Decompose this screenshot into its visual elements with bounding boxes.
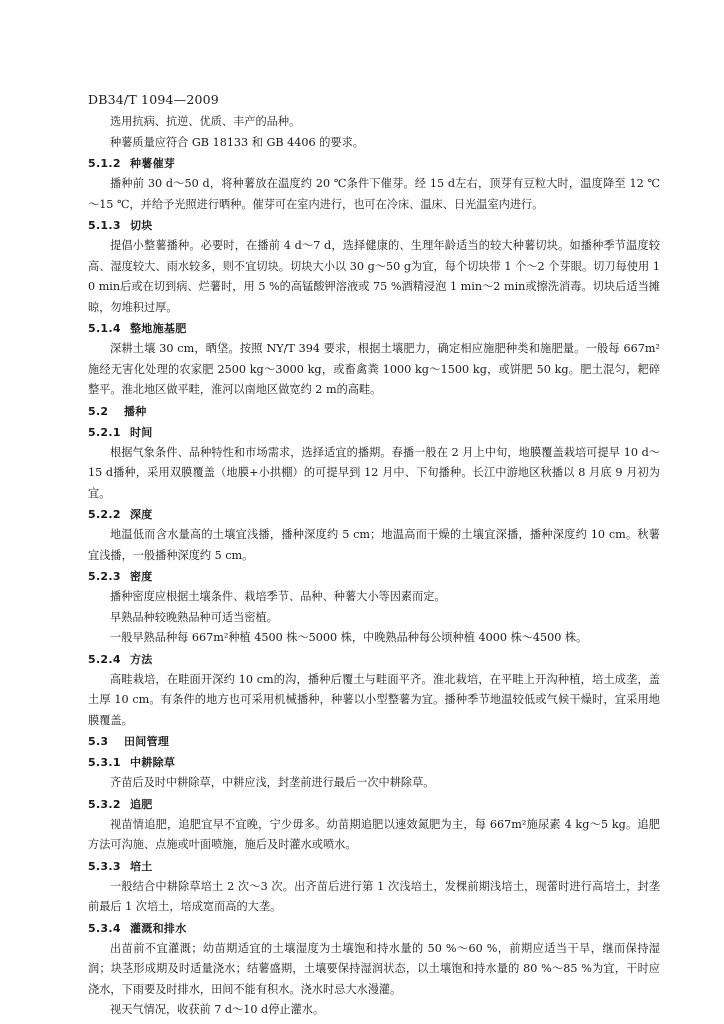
section-title: 追肥 [130,797,153,811]
section-title: 密度 [130,570,153,583]
section-number: 5.2 [88,404,109,418]
section-title: 种薯催芽 [130,157,176,170]
section-title: 培土 [130,859,153,873]
paragraph: 早熟品种较晚熟品种可适当密植。 [110,610,278,624]
section-heading-5-3-4 [88,918,660,939]
section-number: 5.3.3 [88,859,121,873]
section-number: 5.3 [88,735,109,748]
paragraph: 提倡小整薯播种。必要时，在播前 4 d～7 d，选择健康的、生理年龄适当的较大种薯切块。如播种季节温度较高、湿度较大、雨水较多，则不宜切块。切块大小以 30 g～50 g为宜，每个切块带 1 个～2 个芽眼。切刀每使用 10 min后或在切到病、烂薯时，用 5 %的高锰酸钾溶液或 75 %酒精浸泡 1 min～2 min或擦洗消毒。切块后适当摊晾，勿堆积过厚。 [88,239,660,314]
section-heading-5-2-4 [88,649,660,670]
paragraph: 深耕土壤 30 cm，晒垡。按照 NY/T 394 要求，根据土壤肥力，确定相应施肥种类和施肥量。一般每 667m²施经无害化处理的农家肥 2500 kg～3000 kg，或畜禽粪 1000 kg～1500 kg，或饼肥 50 kg。肥土混匀，耙碎整平。淮北地区做平畦，淮河以南地区做宽约 2 m的高畦。 [88,342,660,396]
section-number: 5.2.4 [88,652,121,666]
section-heading-5-3-2 [88,794,660,815]
section-heading-5-1-3 [88,215,660,236]
paragraph: 高畦栽培，在畦面开深约 10 cm的沟，播种后覆土与畦面平齐。淮北栽培，在平畦上开沟种植，培土成垄，盖土厚 10 cm。有条件的地方也可采用机械播种，种薯以小型整薯为宜。播种季节地温较低或气候干燥时，宜采用地膜覆盖。 [88,672,660,727]
paragraph: 视苗情追肥，追肥宜早不宜晚，宁少毋多。幼苗期追肥以速效氮肥为主，每 667m²施尿素 4 kg～5 kg。追肥方法可沟施、点施或叶面喷施，施后及时灌水或喷水。 [88,817,660,851]
paragraph: 选用抗病、抗逆、优质、丰产的品种。 [110,115,301,128]
section-number: 5.1.4 [88,322,121,335]
section-title: 深度 [130,508,153,521]
section-number: 5.1.2 [88,157,121,170]
section-number: 5.3.1 [88,756,121,769]
paragraph: 播种前 30 d～50 d，将种薯放在温度约 20 ℃条件下催芽。经 15 d左右，顶芽有豆粒大时，温度降至 12 ℃～15 ℃，并给予光照进行晒种。催芽可在室内进行，也可在冷床、温床、日光温室内进行。 [88,177,660,211]
section-title: 播种 [124,404,147,418]
section-title: 时间 [130,425,153,439]
section-number: 5.3.4 [88,921,121,935]
section-heading-5-3-1 [88,752,660,773]
paragraph: 根据气象条件、品种特性和市场需求，选择适宜的播期。春播一般在 2 月上中旬，地膜覆盖栽培可提早 10 d～15 d播种，采用双膜覆盖（地膜+小拱棚）的可提早到 12 月中、下旬播种。长江中游地区秋播以 8 月底 9 月初为宜。 [88,445,660,500]
section-number: 5.2.3 [88,570,121,583]
section-title: 田间管理 [124,735,170,748]
section-heading-5-3 [88,731,660,752]
standard-number: DB34/T 1094—2009 [88,92,219,107]
paragraph: 出苗前不宜灌溉；幼苗期适宜的土壤湿度为土壤饱和持水量的 50 %～60 %，前期应适当干旱，继而保持湿润；块茎形成期及时适量浇水；结薯盛期，土壤要保持湿润状态，以土壤饱和持水量的 80 %～85 %为宜，干时应浇水，下雨要及时排水，田间不能有积水。浇水时忌大水漫灌。 [88,941,660,996]
paragraph: 地温低而含水量高的土壤宜浅播，播种深度约 5 cm；地温高而干燥的土壤宜深播，播种深度约 10 cm。秋薯宜浅播，一般播种深度约 5 cm。 [88,528,660,562]
section-title: 整地施基肥 [130,322,187,335]
paragraph: 播种密度应根据土壤条件、栽培季节、品种、种薯大小等因素而定。 [110,590,446,603]
section-number: 5.3.2 [88,797,121,811]
section-heading-5-2-1 [88,422,660,443]
section-heading-5-1-4 [88,318,660,339]
paragraph: 一般结合中耕除草培土 2 次～3 次。出齐苗后进行第 1 次浅培土，发棵前期浅培土，现蕾时进行高培土，封垄前最后 1 次培土，培成宽而高的大垄。 [88,879,660,913]
section-title: 灌溉和排水 [130,921,187,935]
section-heading-5-2-3 [88,566,660,587]
section-heading-5-3-3 [88,856,660,877]
section-number: 5.2.2 [88,508,121,521]
section-title: 中耕除草 [130,756,176,769]
section-heading-5-2-2 [88,504,660,525]
section-heading-5-2 [88,401,660,422]
section-title: 切块 [130,219,153,232]
document-body [88,112,660,1021]
section-heading-5-1-2 [88,153,660,174]
paragraph: 种薯质量应符合 GB 18133 和 GB 4406 的要求。 [110,135,364,149]
section-title: 方法 [130,652,153,666]
paragraph: 齐苗后及时中耕除草，中耕应浅，封垄前进行最后一次中耕除草。 [110,776,435,789]
section-number: 5.1.3 [88,219,121,232]
paragraph: 视天气情况，收获前 7 d～10 d停止灌水。 [110,1003,325,1016]
section-number: 5.2.1 [88,425,121,439]
paragraph: 一般早熟品种每 667m²种植 4500 株～5000 株，中晚熟品种每公顷种植 4000 株～4500 株。 [110,631,588,644]
